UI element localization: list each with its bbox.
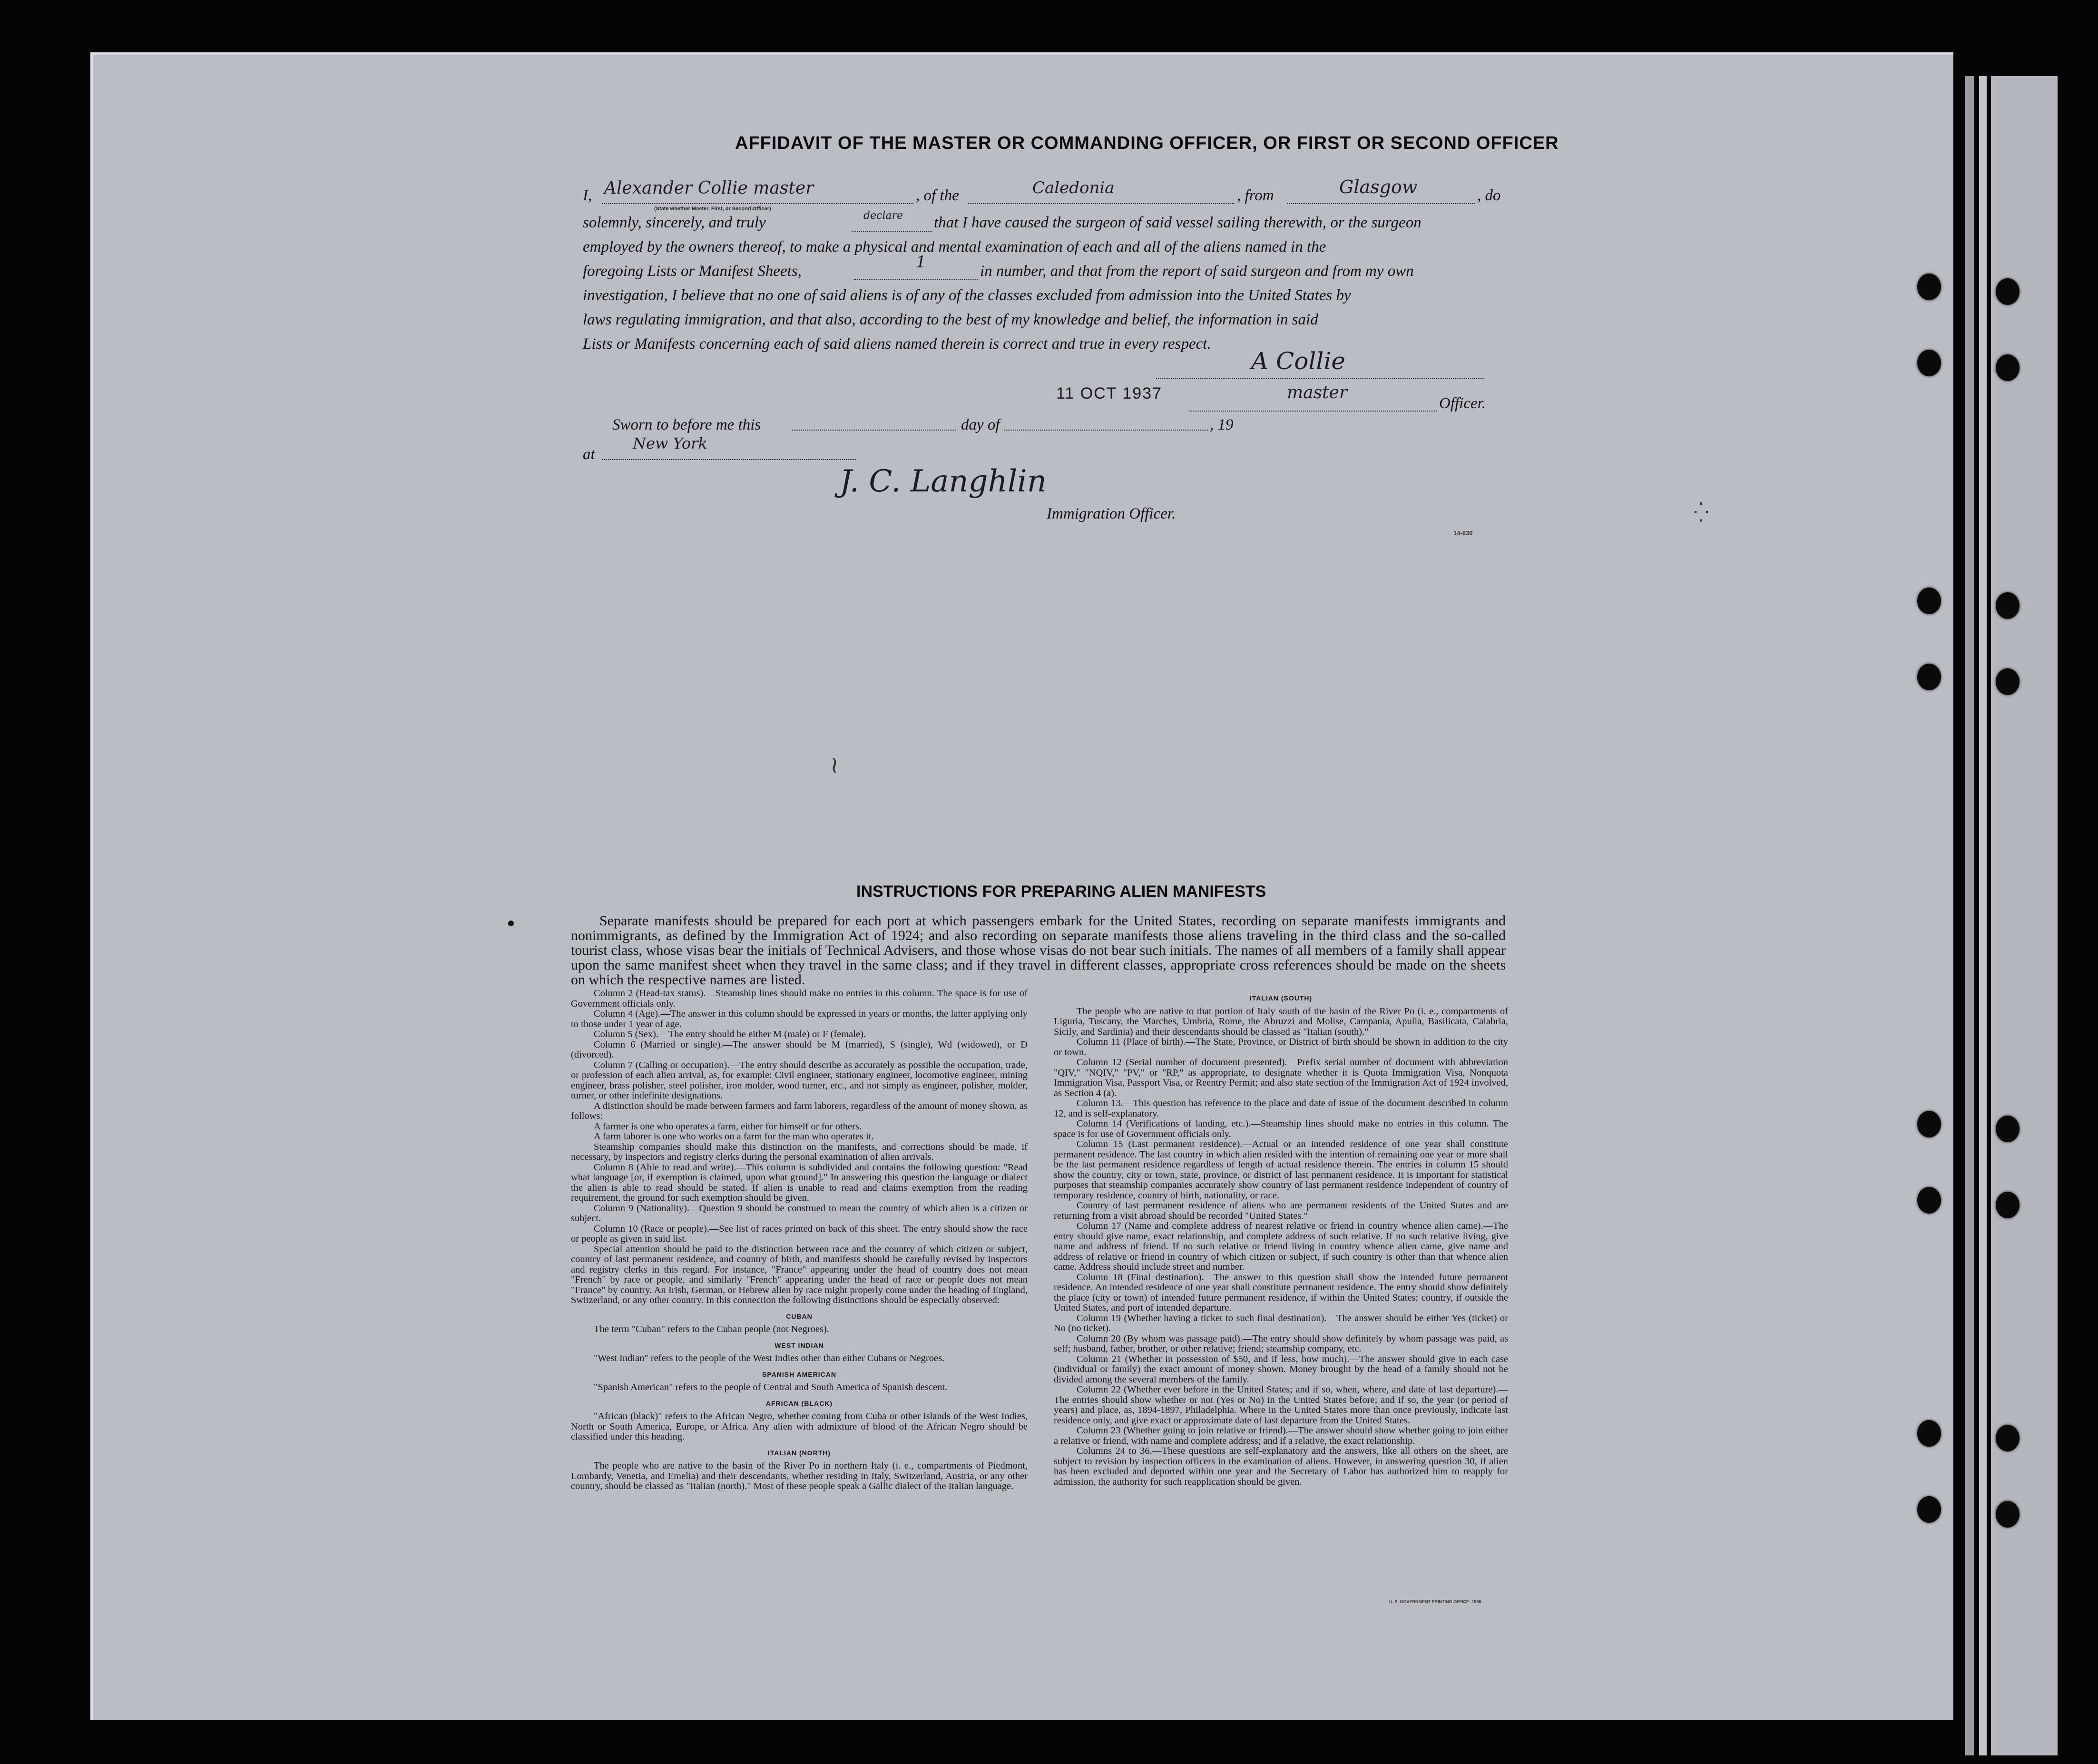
affidavit-line-5: investigation, I believe that no one of said aliens is of any of the classes excluded from admission into the United States by — [583, 287, 1351, 304]
binder-hole — [1996, 668, 2020, 695]
paragraph: Column 17 (Name and complete address of nearest relative or friend in country whence alien came).—The entry should give name, exact relationship, and complete address of such relative. If no such relative living, give name and address of friend. If no such relative or friend living in country whence alien came, give name and address of relative or friend in country of which citizen or subject, if such country is other than that whence alien came. Address should include street and number. — [1054, 1221, 1508, 1272]
paragraph: A farmer is one who operates a farm, either for himself or for others. — [594, 1121, 862, 1132]
master-name-handwriting: Alexander Collie master — [604, 178, 814, 198]
paragraph: Column 14 (Verifications of landing, etc.).—Steamship lines should make no entries in this column. The space is for use of Government officials only. — [1054, 1118, 1508, 1139]
officer-label: Officer. — [1439, 395, 1486, 412]
paragraph: Column 7 (Calling or occupation).—The entry should describe as accurately as possible the occupation, trade, or profession of each alien arrival, as, for example: Civil engineer, stationary engineer, locomotive engineer, mining engineer, brass polisher, steel polisher, iron molder, wood turner, etc., and not simply as engineer, polisher, molder, turner, or other indefinite designations. — [571, 1059, 1028, 1101]
paragraph: A distinction should be made between farmers and farm laborers, regardless of the amount of money shown, as follows: — [571, 1100, 1028, 1121]
binder-hole — [1996, 354, 2020, 381]
page-edge — [1979, 76, 1987, 1755]
affidavit-line-2 — [583, 214, 766, 232]
sworn-label: Sworn to before me this — [612, 416, 761, 433]
count-handwriting: 1 — [916, 253, 926, 272]
binder-hole — [1996, 1116, 2020, 1142]
section-heading-west-indian: WEST INDIAN — [774, 1341, 824, 1349]
master-signature: A Collie — [1251, 347, 1345, 375]
affidavit-line-7: Lists or Manifests concerning each of said aliens named therein is correct and true in every respect. — [583, 335, 1211, 353]
instructions-title: INSTRUCTIONS FOR PREPARING ALIEN MANIFESTS — [856, 882, 1266, 901]
binder-hole — [1996, 1192, 2020, 1218]
binder-hole — [1917, 1496, 1941, 1523]
of-the-label: , of the — [916, 187, 959, 204]
section-heading-italian-south: ITALIAN (SOUTH) — [1249, 994, 1313, 1002]
paragraph: Columns 24 to 36.—These questions are self-explanatory and the answers, like all others on the sheet, are subject to revision by inspection officers in the examination of aliens. However, in answering question 30, if alien has been excluded and deported within one year and the Secretary of Labor has authorized him to reapply for admission, the authority for such reapplication should be given. — [1054, 1446, 1508, 1487]
date-stamp: 11 OCT 1937 — [1056, 384, 1162, 402]
paragraph: Column 15 (Last permanent residence).—Actual or an intended residence of one year shall constitute permanent residence. The last country in which alien resided with the intention of remaining one year or more shall be the last permanent residence regardless of length of actual residence therein. The entries in column 15 should show the country, city or town, state, province, or district of last permanent residence. It is important for statistical purposes that steamship companies accurately show country of last permanent residence independent of country of temporary residence, country of birth, nationality, or race. — [1054, 1139, 1508, 1201]
section-heading-spanish-american: SPANISH AMERICAN — [762, 1370, 836, 1378]
day-of-label: day of — [961, 416, 1000, 433]
paragraph: The people who are native to the basin of the River Po in northern Italy (i. e., compartments of Piedmont, Lombardy, Venetia, and Emelia) and their descendants, whether residing in Italy, Switzerland, Austria, or any other country, should be classed as "Italian (north)." Most of these people speak a Gallic dialect of the Italian language. — [571, 1460, 1028, 1491]
section-heading-italian-north: ITALIAN (NORTH) — [767, 1449, 831, 1457]
binder-hole — [1996, 278, 2020, 305]
paragraph: Column 6 (Married or single).—The answer should be M (married), S (single), Wd (widowed), or D (divorced). — [571, 1039, 1028, 1060]
immigration-officer-label: Immigration Officer. — [1047, 505, 1176, 522]
paragraph: Column 18 (Final destination).—The answer to this question shall show the intended future permanent residence. An intended residence of one year shall constitute permanent residence. The entry should show definitely the place (city or town) of intended future permanent residence, if within the United States; country, if outside the United States, and port of intended departure. — [1054, 1272, 1508, 1313]
vessel-name-handwriting: Caledonia — [1032, 178, 1115, 197]
paragraph: Column 5 (Sex).—The entry should be either M (male) or F (female). — [594, 1029, 866, 1039]
paragraph: Steamship companies should make this distinction on the manifests, and corrections should be made, if necessary, by inspectors and registry clerks during the personal examination of alien arrivals. — [571, 1141, 1028, 1162]
paragraph: Column 10 (Race or people).—See list of races printed on back of this sheet. The entry should show the race or people as given in said list. — [571, 1223, 1028, 1244]
paragraph: Column 11 (Place of birth).—The State, Province, or District of birth should be shown in addition to the city or town. — [1054, 1037, 1508, 1058]
report-text: in number, and that from the report of said surgeon and from my own — [980, 263, 1414, 280]
paragraph: Column 2 (Head-tax status).—Steamship lines should make no entries in this column. The space is for use of Government officials only. — [571, 988, 1028, 1009]
paragraph: Special attention should be paid to the distinction between race and the country of which citizen or subject, country of last permanent residence, and country of birth, and manifests should be carefully revised by inspectors and registry clerks in this regard. For instance, "France" appearing under the head of country does not mean "French" by race or people, and similarly "French" appearing under the head of race or people does not mean "France" by country. An Irish, German, or Hebrew alien by race might properly come under the heading of England, Switzerland, or any other country. In this connection the following distinctions should be especially observed: — [571, 1244, 1028, 1305]
year-label: , 19 — [1210, 416, 1234, 433]
affidavit-line-6: laws regulating immigration, and that also, according to the best of my knowledge and belief, the information in said — [583, 311, 1318, 328]
paragraph: "African (black)" refers to the African Negro, whether coming from Cuba or other islands of the West Indies, North or South America, Europe, or Africa. Any alien with admixture of blood of the African Negro should be classified under this heading. — [571, 1411, 1028, 1442]
binder-hole — [1917, 1420, 1941, 1447]
paragraph: Column 8 (Able to read and write).—This column is subdivided and contains the following question: "Read what language [or, if exemption is claimed, upon what ground]." In answering this question the language or dialect the alien is able to read should be stated. If alien is unable to read and claims exemption from the reading requirement, the ground for such exemption should be given. — [571, 1162, 1028, 1203]
paragraph: Column 19 (Whether having a ticket to such final destination).—The answer should be either Yes (ticket) or No (no ticket). — [1054, 1313, 1508, 1333]
paragraph: Column 22 (Whether ever before in the United States; and if so, when, where, and date of last departure).—The entries should show whether or not (Yes or No) in the United States before; and if so, the year (or period of years) and place, as, 1894-1897, Philadelphia. Where in the United States more than once previously, indicate last residence only, and give exact or approximate date of last departure from the United States. — [1054, 1384, 1508, 1426]
sworn-day-field — [792, 416, 956, 431]
paragraph: Column 23 (Whether going to join relative or friend).—The answer should show whether going to join either a relative or friend, with name and complete address; and if a relative, the exact relationship. — [1054, 1425, 1508, 1446]
affidavit-title: AFFIDAVIT OF THE MASTER OR COMMANDING OFFICER, OR FIRST OR SECOND OFFICER — [735, 133, 1559, 153]
do-label: , do — [1477, 187, 1501, 204]
stray-mark: ≀ — [830, 752, 839, 778]
paragraph: Column 21 (Whether in possession of $50, and if less, how much).—The answer should give in each case (individual or family) the exact amount of money shown. Money brought by the head of a family should not be divided among the several members of the family. — [1054, 1353, 1508, 1385]
officer-rank-handwriting: master — [1287, 383, 1348, 402]
printer-note: U. S. GOVERNMENT PRINTING OFFICE: 1935 — [1389, 1599, 1481, 1604]
stray-mark: ⁛ — [1694, 502, 1709, 524]
paragraph: Country of last permanent residence of aliens who are permanent residents of the United States and are returning from a visit abroad should be recorded "United States." — [1054, 1200, 1508, 1221]
sworn-month-field — [1004, 416, 1208, 431]
affidavit-line-1 — [583, 187, 592, 205]
paragraph: "West Indian" refers to the people of the West Indies other than either Cubans or Negroes. — [594, 1353, 945, 1363]
paragraph: Column 4 (Age).—The answer in this column should be expressed in years or months, the latter applying only to those under 1 year of age. — [571, 1009, 1028, 1029]
binder-hole — [1917, 274, 1941, 300]
paragraph: A farm laborer is one who works on a farm for the man who operates it. — [594, 1131, 874, 1142]
page-edge — [1965, 76, 1974, 1755]
port-handwriting: Glasgow — [1339, 176, 1418, 197]
i-label: I, — [583, 187, 592, 204]
paragraph: Column 20 (By whom was passage paid).—The entry should show definitely by whom passage was paid, as self; husband, father, brother, or other relative; friend; steamship company, etc. — [1054, 1333, 1508, 1354]
instructions-right-column — [1054, 993, 1508, 1487]
immigration-officer-signature: J. C. Langhlin — [840, 464, 1047, 499]
affidavit-line-4: foregoing Lists or Manifest Sheets, — [583, 263, 802, 280]
binder-hole — [1996, 1425, 2020, 1451]
paragraph: The people who are native to that portion of Italy south of the basin of the River Po (i. e., compartments of Liguria, Tuscany, the Marches, Umbria, Rome, the Abruzzi and Molise, Campania, Apulia, Basilicata, Calabria, Sicily, and Sardinia) and their descendants should be classed as "Italian (south)." — [1054, 1006, 1508, 1037]
form-code: 14-630 — [1453, 529, 1473, 537]
solemnly-text: solemnly, sincerely, and truly — [583, 214, 766, 231]
rank-note: (State whether Master, First, or Second Officer) — [654, 206, 771, 212]
paragraph: Column 9 (Nationality).—Question 9 should be construed to mean the country of which alien is a citizen or subject. — [571, 1203, 1028, 1224]
binder-hole — [1917, 664, 1941, 690]
section-heading-cuban: CUBAN — [786, 1312, 813, 1320]
affidavit-line-3: employed by the owners thereof, to make a physical and mental examination of each and all of the aliens named in the — [583, 238, 1326, 255]
binder-hole — [1917, 1187, 1941, 1214]
paragraph: The term "Cuban" refers to the Cuban people (not Negroes). — [594, 1324, 829, 1334]
binder-hole — [1917, 588, 1941, 614]
at-label: at — [583, 446, 595, 463]
declare-handwriting: declare — [863, 210, 903, 222]
binder-hole — [1917, 1111, 1941, 1137]
binder-hole — [1996, 592, 2020, 619]
paragraph: Column 12 (Serial number of document presented).—Prefix serial number of document with abbreviation "QIV," "NQIV," "PV," or "RP," as appropriate, to designate whether it is Quota Immigration Visa, Nonquota Immigration Visa, Passport Visa, or Reentry Permit; and also state section of the Immigration Act of 1924 involved, as Section 4 (a). — [1054, 1057, 1508, 1098]
paragraph: "Spanish American" refers to the people of Central and South America of Spanish descent. — [594, 1382, 948, 1392]
paragraph: Column 13.—This question has reference to the place and date of issue of the document described in column 12, and is self-explanatory. — [1054, 1098, 1508, 1119]
instructions-intro: Separate manifests should be prepared for each port at which passengers embark for the United States, recording on separate manifests immigrants and nonimmigrants, as defined by the Immigration Act of 1924; and also recording on separate manifests those aliens traveling in the third class and the so-called tourist class, whose visas bear the initials of Technical Advisers, and those whose visas do not bear such initials. The names of all members of a family shall appear upon the same manifest sheet when they travel in the same class; and if they travel in different classes, appropriate cross references should be made on the sheets on which the respective names are listed. — [571, 913, 1506, 988]
from-label: , from — [1237, 187, 1274, 204]
surgeon-text: that I have caused the surgeon of said vessel sailing therewith, or the surgeon — [934, 214, 1422, 231]
binder-hole — [1917, 350, 1941, 376]
instructions-left-column — [571, 989, 1028, 1492]
section-heading-african: AFRICAN (BLACK) — [765, 1399, 833, 1407]
stray-dot — [508, 921, 514, 926]
place-handwriting: New York — [633, 434, 707, 452]
binder-hole — [1996, 1501, 2020, 1528]
